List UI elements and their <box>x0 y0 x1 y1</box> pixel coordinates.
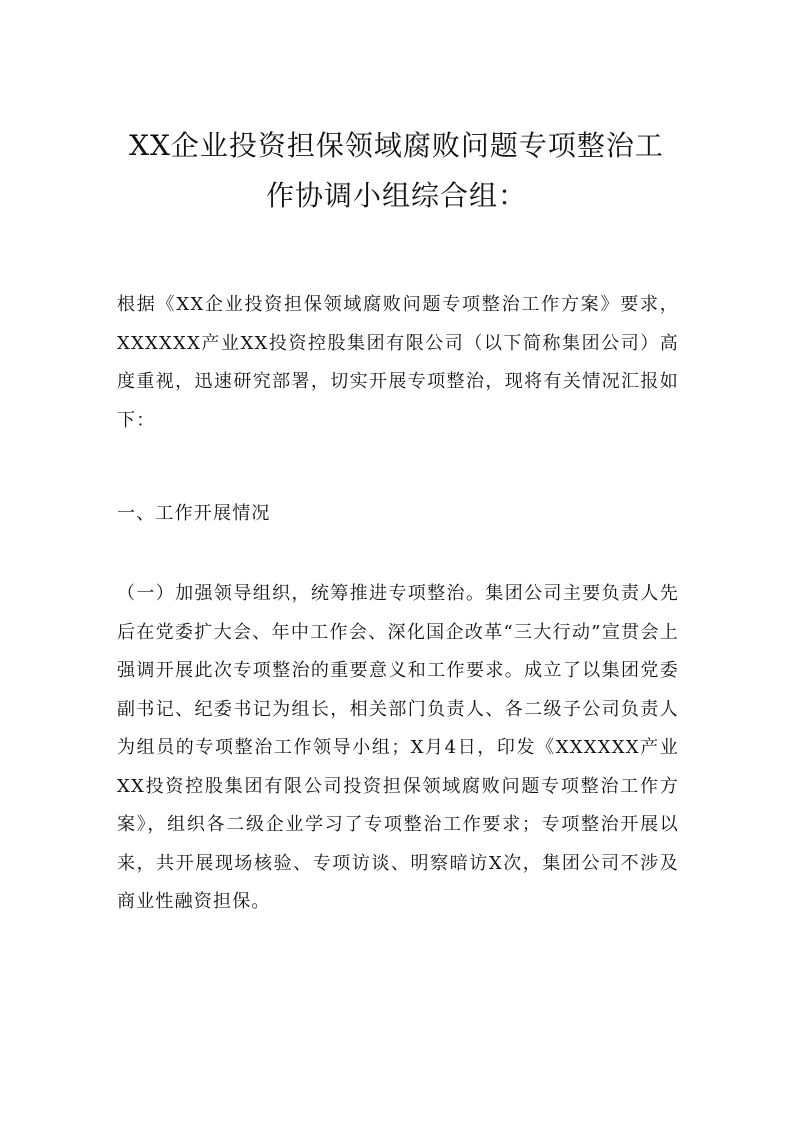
document-title-line-2: 作协调小组综合组： <box>265 179 527 212</box>
section-paragraph: （一）加强领导组织，统筹推进专项整治。集团公司主要负责人先后在党委扩大会、年中工作会、深化国企改革“三大行动”宣贯会上强调开展此次专项整治的重要意义和工作要求。成立了以集团党委副书记、纪委书记为组长，相关部门负责人、各二级子公司负责人为组员的专项整治工作领导小组；X月4日，印发《XXXXXX产业XX投资控股集团有限公司投资担保领域腐败问题专项整治工作方案》，组织各二级企业学习了专项整治工作要求；专项整治开展以来，共开展现场核验、专项访谈、明察暗访X次，集团公司不涉及商业性融资担保。 <box>117 583 679 912</box>
intro-paragraph: 根据《XX企业投资担保领域腐败问题专项整治工作方案》要求，XXXXXX产业XX投资控股集团有限公司（以下简称集团公司）高度重视，迅速研究部署，切实开展专项整治，现将有关情况汇报如下： <box>117 294 679 431</box>
section-heading: 一、工作开展情况 <box>117 503 271 524</box>
document-title-line-1: XX企业投资担保领域腐败问题专项整治工 <box>129 129 664 162</box>
